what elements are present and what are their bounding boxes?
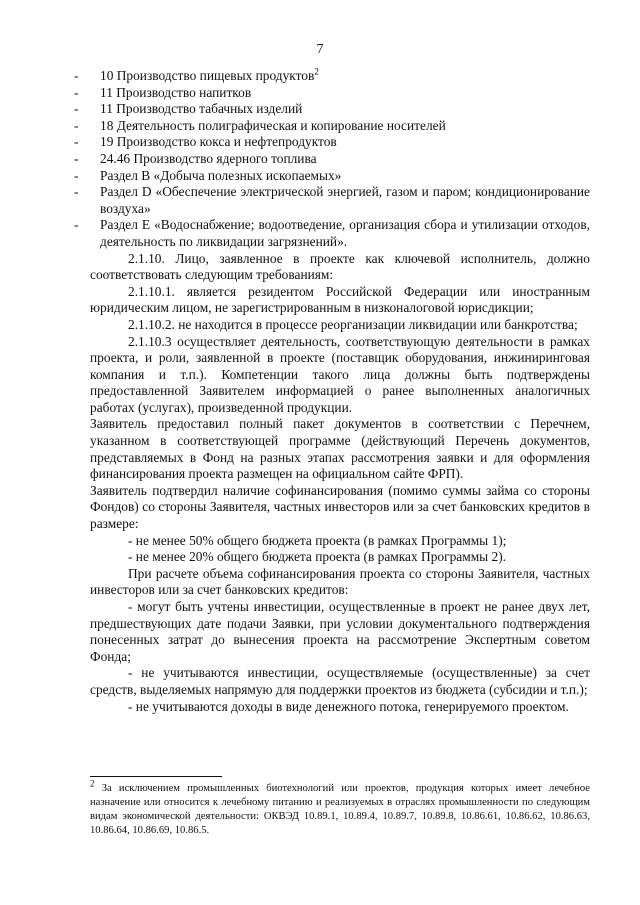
paragraph-investments: - могут быть учтены инвестиции, осуществленные в проект не ранее двух лет, предшествующих дате подачи Заявки, при условии документального подтверждения понесенных затрат до вынесения проекта на рассмотрение Экспертным советом Фонда; — [90, 599, 590, 664]
paragraph-2-1-10: 2.1.10. Лицо, заявленное в проекте как ключевой исполнитель, должно соответствовать следующим требованиям: — [90, 250, 590, 283]
paragraph-program-1: - не менее 50% общего бюджета проекта (в рамках Программы 1); — [128, 532, 507, 548]
list-dash: - — [74, 101, 79, 117]
list-dash: - — [74, 150, 79, 166]
paragraph-2-1-10-1: 2.1.10.1. является резидентом Российской Федерации или иностранным юридическим лицом, не зарегистрированным в низконалоговой юрисдикции; — [90, 283, 590, 316]
list-dash: - — [74, 117, 79, 133]
paragraph-cofinancing: Заявитель подтвердил наличие софинансирования (помимо суммы займа со стороны Фондов) со стороны Заявителя, частных инвесторов или за счет банковских кредитов в размере: — [90, 482, 590, 532]
paragraph-2-1-10-3: 2.1.10.3 осуществляет деятельность, соответствующую деятельности в рамках проекта, и роли, заявленной в проекте (поставщик оборудования, инжиниринговая компания и т.п.). Компетенции такого лица должны быть подтверждены предоставленной Заявителем информацией о ранее выполненных аналогичных работах (услугах), произведенной продукции. — [90, 333, 590, 415]
list-dash: - — [74, 68, 79, 83]
footnote-ref[interactable]: 2 — [314, 66, 319, 77]
list-item-text: Раздел E «Водоснабжение; водоотведение, организация сбора и утилизации отходов, деятельность по ликвидации загрязнений». — [100, 217, 590, 249]
list-item — [74, 167, 590, 185]
list-item — [74, 66, 590, 85]
list-item — [74, 217, 590, 250]
list-item-text: Раздел B «Добыча полезных ископаемых» — [100, 167, 342, 183]
paragraph-2-1-10-2: 2.1.10.2. не находится в процессе реорганизации ликвидации или банкротства; — [128, 316, 578, 332]
list-item-text: 18 Деятельность полиграфическая и копирование носителей — [100, 117, 446, 133]
footnote-text: За исключением промышленных биотехнологий или проектов, продукция которых имеет лечебное назначение или относится к лечебному питанию и реализуемых в отраслях промышленности по следующим видам экономической деятельности: ОКВЭД 10.89.1, 10.89.4, 10.89.7, 10.89.8, 10.86.61, 10.86.62, 10.86.63, 10.86.64, 10.86.69, 10.86.5. — [90, 783, 590, 836]
list-item — [74, 150, 590, 168]
paragraph-program-2: - не менее 20% общего бюджета проекта (в рамках Программы 2). — [128, 549, 507, 565]
paragraph-income: - не учитываются доходы в виде денежного потока, генерируемого проектом. — [128, 698, 569, 714]
paragraph-documents: Заявитель предоставил полный пакет документов в соответствии с Перечнем, указанном в соответствующей программе (действующий Перечень документов, представляемых в Фонд на разных этапах рассмотрения заявки и для оформления финансирования проекта размещен на официальном сайте ФРП). — [90, 416, 590, 482]
list-item-text: 11 Производство табачных изделий — [100, 101, 303, 117]
list-item — [74, 101, 590, 118]
list-item — [74, 134, 590, 151]
paragraph-calculation: При расчете объема софинансирования проекта со стороны Заявителя, частных инвесторов или за счет банковских кредитов: — [90, 565, 590, 598]
page-body — [74, 66, 590, 715]
list-dash: - — [74, 217, 79, 233]
industry-exclusion-list — [74, 66, 590, 251]
list-item — [74, 184, 590, 217]
page-number: 7 — [316, 42, 324, 57]
list-item-text: 10 Производство пищевых продуктов — [100, 68, 315, 83]
list-item-text: 11 Производство напитков — [100, 84, 252, 100]
list-dash: - — [74, 134, 79, 150]
list-dash: - — [74, 184, 79, 200]
list-item — [74, 117, 590, 135]
footnote — [90, 778, 590, 838]
paragraph-subsidies: - не учитываются инвестиции, осуществляемые (осуществленные) за счет средств, выделяемых напрямую для поддержки проектов из бюджета (субсидии и т.п.); — [90, 665, 590, 697]
footnote-divider — [90, 776, 222, 777]
list-dash: - — [74, 167, 79, 183]
list-item-text: 19 Производство кокса и нефтепродуктов — [100, 134, 337, 150]
list-dash: - — [74, 84, 79, 100]
footnote-mark: 2 — [90, 778, 95, 789]
list-item — [74, 84, 590, 102]
list-item-text: Раздел D «Обеспечение электрической энергией, газом и паром; кондиционирование воздуха» — [100, 184, 590, 216]
list-item-text: 24.46 Производство ядерного топлива — [100, 150, 317, 166]
